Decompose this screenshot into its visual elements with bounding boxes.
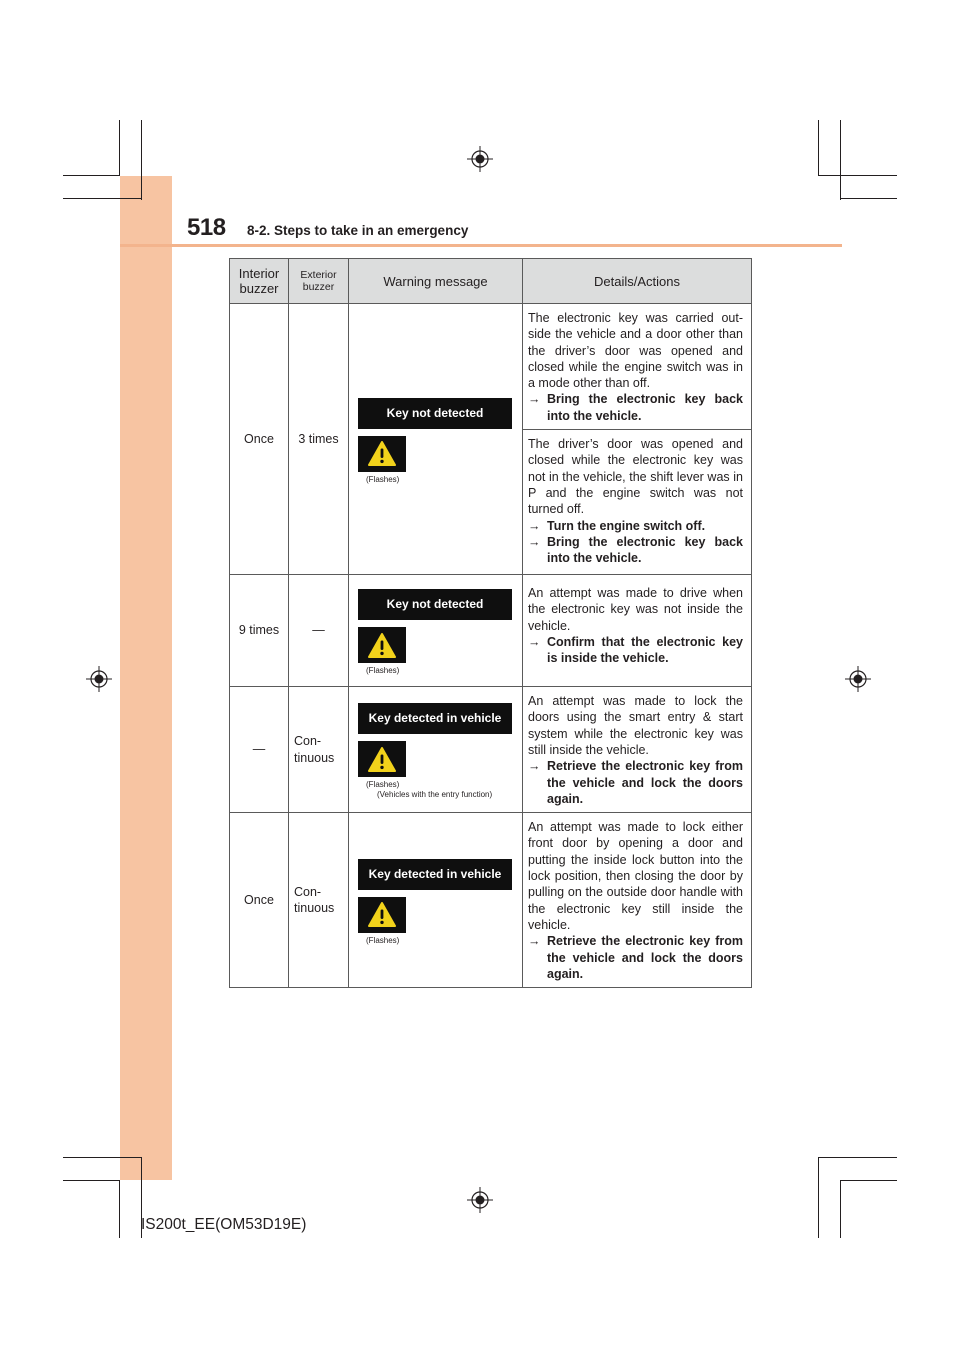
crop-mark: [818, 1157, 819, 1238]
page-number: 518: [187, 214, 226, 241]
details-cell: [523, 304, 752, 430]
header-warning-message: Warning message: [349, 259, 523, 304]
crop-mark: [840, 1180, 841, 1238]
header-rule: [120, 244, 842, 247]
exterior-buzzer-cell: Con-tinuous: [289, 813, 349, 988]
action-text: Retrieve the electronic key from the vehicle and lock the doors again.: [547, 759, 743, 806]
action-item: [528, 933, 743, 982]
action-text: Bring the electronic key back into the vehicle.: [547, 392, 743, 423]
warning-indicator: [358, 436, 406, 472]
exterior-buzzer-cell: 3 times: [289, 304, 349, 575]
interior-buzzer-cell: Once: [230, 304, 289, 575]
table-row: [230, 304, 752, 430]
details-text: An attempt was made to lock either front door by opening a door and putting the inside lock button into the lock position, then closing the door by pulling on the outside door handle with the electronic key still inside the vehicle.: [528, 820, 743, 932]
arrow-icon: →: [528, 934, 541, 949]
arrow-icon: →: [528, 534, 541, 549]
registration-mark-icon: [845, 666, 871, 692]
crop-mark: [63, 1180, 120, 1181]
details-cell: [523, 430, 752, 575]
action-text: Bring the electronic key back into the vehicle.: [547, 534, 743, 566]
arrow-icon: →: [528, 518, 541, 533]
warning-triangle-icon: [367, 440, 397, 467]
warning-indicator: [358, 627, 406, 663]
warning-triangle-icon: [367, 746, 397, 773]
header-details-actions: Details/Actions: [523, 259, 752, 304]
warning-message-cell: [349, 304, 523, 575]
section-title: 8-2. Steps to take in an emergency: [247, 223, 469, 238]
warning-table: [229, 258, 752, 988]
arrow-icon: →: [528, 634, 541, 649]
display-message: Key not detected: [358, 398, 512, 429]
details-cell: [523, 575, 752, 687]
action-text: Confirm that the electronic key is inside the vehicle.: [547, 634, 743, 666]
crop-mark: [63, 1157, 142, 1158]
details-text: The driver’s door was opened and closed while the electronic key was not in the vehicle, the shift lever was in P and the engine switch was not turned off.: [528, 437, 743, 517]
warning-indicator: [358, 741, 406, 777]
flashes-note: (Flashes): [366, 935, 400, 945]
crop-mark: [840, 120, 841, 200]
flashes-note: (Flashes): [366, 666, 400, 676]
crop-mark: [119, 120, 120, 176]
action-item: [528, 391, 743, 424]
flashes-note: (Flashes): [366, 780, 400, 790]
header-exterior-buzzer: Exterior buzzer: [289, 259, 349, 304]
action-text: Turn the engine switch off.: [547, 518, 706, 533]
action-text: Retrieve the electronic key from the vehicle and lock the doors again.: [547, 934, 743, 981]
crop-mark: [840, 198, 897, 199]
crop-mark: [119, 1180, 120, 1238]
details-text: An attempt was made to lock the doors using the smart entry & start system while the electronic key was still inside the vehicle.: [528, 694, 743, 757]
action-item: [528, 534, 743, 567]
crop-mark: [818, 1157, 897, 1158]
registration-mark-icon: [86, 666, 112, 692]
header-interior-buzzer: Interior buzzer: [230, 259, 289, 304]
display-message: Key detected in vehicle: [358, 703, 512, 734]
warning-message-cell: [349, 575, 523, 687]
display-message: Key not detected: [358, 589, 512, 620]
details-text: An attempt was made to drive when the electronic key was not inside the vehicle.: [528, 586, 743, 633]
document-code: IS200t_EE(OM53D19E): [141, 1216, 307, 1233]
action-item: [528, 634, 743, 667]
action-item: [528, 758, 743, 807]
warning-triangle-icon: [367, 901, 397, 928]
side-color-band: [120, 176, 172, 1180]
warning-message-cell: [349, 687, 523, 813]
table-row: [230, 813, 752, 988]
crop-mark: [63, 198, 142, 199]
exterior-buzzer-cell: Con-tinuous: [289, 687, 349, 813]
crop-mark: [818, 175, 897, 176]
registration-mark-icon: [467, 146, 493, 172]
flashes-note: (Flashes): [366, 474, 400, 484]
interior-buzzer-cell: Once: [230, 813, 289, 988]
exterior-buzzer-cell: —: [289, 575, 349, 687]
arrow-icon: →: [528, 392, 541, 407]
crop-mark: [840, 1180, 897, 1181]
arrow-icon: →: [528, 759, 541, 774]
details-cell: [523, 687, 752, 813]
details-cell: [523, 813, 752, 988]
warning-message-cell: [349, 813, 523, 988]
table-row: [230, 575, 752, 687]
crop-mark: [141, 120, 142, 200]
table-row: [230, 687, 752, 813]
action-item: [528, 518, 743, 534]
display-message: Key detected in vehicle: [358, 859, 512, 890]
registration-mark-icon: [467, 1187, 493, 1213]
interior-buzzer-cell: 9 times: [230, 575, 289, 687]
crop-mark: [63, 175, 120, 176]
crop-mark: [818, 120, 819, 176]
entry-function-note: (Vehicles with the entry function): [377, 790, 493, 800]
table-header-row: [230, 259, 752, 304]
interior-buzzer-cell: —: [230, 687, 289, 813]
details-text: The electronic key was carried out-side the vehicle and a door other than the driver’s door was opened and closed while the engine switch was in a mode other than off.: [528, 311, 743, 391]
warning-indicator: [358, 897, 406, 933]
warning-triangle-icon: [367, 632, 397, 659]
